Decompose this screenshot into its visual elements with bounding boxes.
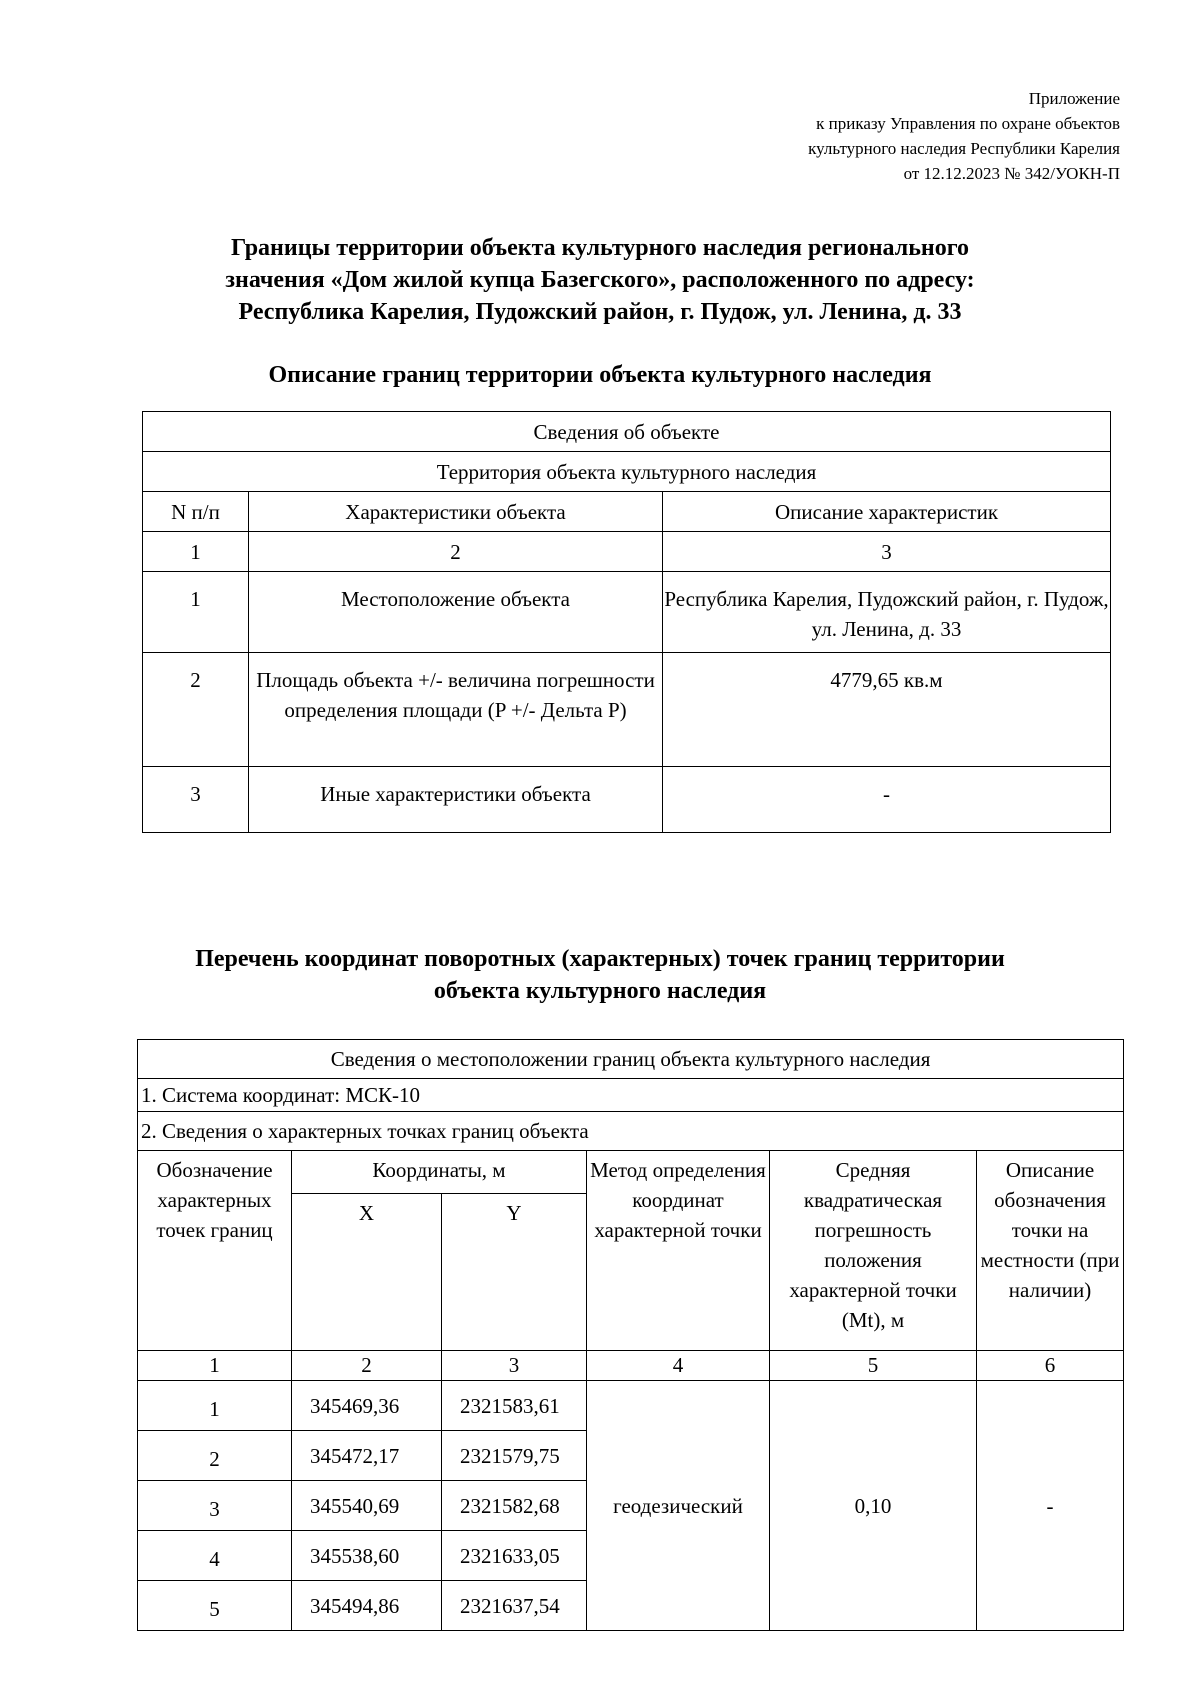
page-title-line-1: Границы территории объекта культурного наследия регионального xyxy=(230,235,970,261)
row-characteristic: Местоположение объекта xyxy=(249,572,663,653)
coords-table-header: Сведения о местоположении границ объекта культурного наследия xyxy=(138,1040,1124,1079)
row-value: Республика Карелия, Пудожский район, г. Пудож, ул. Ленина, д. 33 xyxy=(663,572,1111,653)
point-y: 2321633,05 xyxy=(442,1531,587,1581)
point-description: - xyxy=(977,1381,1124,1631)
coords-title-line-1: Перечень координат поворотных (характерных) точек границ территории xyxy=(195,946,1005,972)
point-y: 2321583,61 xyxy=(442,1381,587,1431)
row-value: - xyxy=(663,767,1111,833)
point-x: 345469,36 xyxy=(292,1381,442,1431)
point-y: 2321637,54 xyxy=(442,1581,587,1631)
table-row xyxy=(143,572,1111,653)
column-header-description: Описание характеристик xyxy=(663,492,1111,532)
row-characteristic: Площадь объекта +/- величина погрешности определения площади (P +/- Дельта P) xyxy=(249,653,663,767)
point-id: 3 xyxy=(138,1481,292,1531)
appendix-order-ref: к приказу Управления по охране объектов xyxy=(816,114,1120,133)
column-header-error: Средняя квадратическая погрешность положения характерной точки (Mt), м xyxy=(770,1151,977,1351)
object-info-table xyxy=(142,411,1111,833)
point-x: 345540,69 xyxy=(292,1481,442,1531)
point-method: геодезический xyxy=(587,1381,770,1631)
point-x: 345472,17 xyxy=(292,1431,442,1481)
table-header: Сведения об объекте xyxy=(143,412,1111,452)
section-title-coordinates xyxy=(100,943,1100,1007)
point-error: 0,10 xyxy=(770,1381,977,1631)
table-row xyxy=(143,767,1111,833)
table-subheader: Территория объекта культурного наследия xyxy=(143,452,1111,492)
appendix-header xyxy=(520,86,1120,186)
coords-title-line-2: объекта культурного наследия xyxy=(433,978,767,1004)
column-header-designation: Обозначение характерных точек границ xyxy=(138,1151,292,1351)
column-number-2: 2 xyxy=(249,532,663,572)
column-number-4: 4 xyxy=(587,1351,770,1381)
section-title-description: Описание границ территории объекта культурного наследия xyxy=(268,362,932,388)
column-number-3: 3 xyxy=(663,532,1111,572)
page-title xyxy=(100,232,1100,328)
point-id: 5 xyxy=(138,1581,292,1631)
column-number-3: 3 xyxy=(442,1351,587,1381)
column-header-point-description: Описание обозначения точки на местности (при наличии) xyxy=(977,1151,1124,1351)
column-header-y: Y xyxy=(442,1194,587,1351)
column-number-1: 1 xyxy=(143,532,249,572)
point-y: 2321579,75 xyxy=(442,1431,587,1481)
row-number: 2 xyxy=(143,653,249,767)
table-row xyxy=(143,653,1111,767)
page-title-line-3: Республика Карелия, Пудожский район, г. Пудож, ул. Ленина, д. 33 xyxy=(238,299,962,325)
coordinate-system: 1. Система координат: МСК-10 xyxy=(138,1079,1124,1112)
appendix-order-number: от 12.12.2023 № 342/УОКН-П xyxy=(903,164,1120,183)
row-number: 3 xyxy=(143,767,249,833)
column-number-5: 5 xyxy=(770,1351,977,1381)
row-value: 4779,65 кв.м xyxy=(663,653,1111,767)
table-row xyxy=(138,1381,1124,1431)
points-info: 2. Сведения о характерных точках границ объекта xyxy=(138,1112,1124,1151)
point-id: 1 xyxy=(138,1381,292,1431)
column-number-1: 1 xyxy=(138,1351,292,1381)
point-id: 2 xyxy=(138,1431,292,1481)
column-header-x: X xyxy=(292,1194,442,1351)
point-y: 2321582,68 xyxy=(442,1481,587,1531)
column-number-6: 6 xyxy=(977,1351,1124,1381)
column-header-characteristics: Характеристики объекта xyxy=(249,492,663,532)
point-id: 4 xyxy=(138,1531,292,1581)
page-title-line-2: значения «Дом жилой купца Базегского», расположенного по адресу: xyxy=(225,267,975,293)
column-header-method: Метод определения координат характерной точки xyxy=(587,1151,770,1351)
row-characteristic: Иные характеристики объекта xyxy=(249,767,663,833)
row-number: 1 xyxy=(143,572,249,653)
column-header-number: N п/п xyxy=(143,492,249,532)
column-header-coordinates: Координаты, м xyxy=(292,1151,587,1194)
point-x: 345538,60 xyxy=(292,1531,442,1581)
point-x: 345494,86 xyxy=(292,1581,442,1631)
appendix-authority: культурного наследия Республики Карелия xyxy=(808,139,1120,158)
coordinates-table xyxy=(137,1039,1124,1631)
appendix-label: Приложение xyxy=(1028,89,1120,108)
column-number-2: 2 xyxy=(292,1351,442,1381)
